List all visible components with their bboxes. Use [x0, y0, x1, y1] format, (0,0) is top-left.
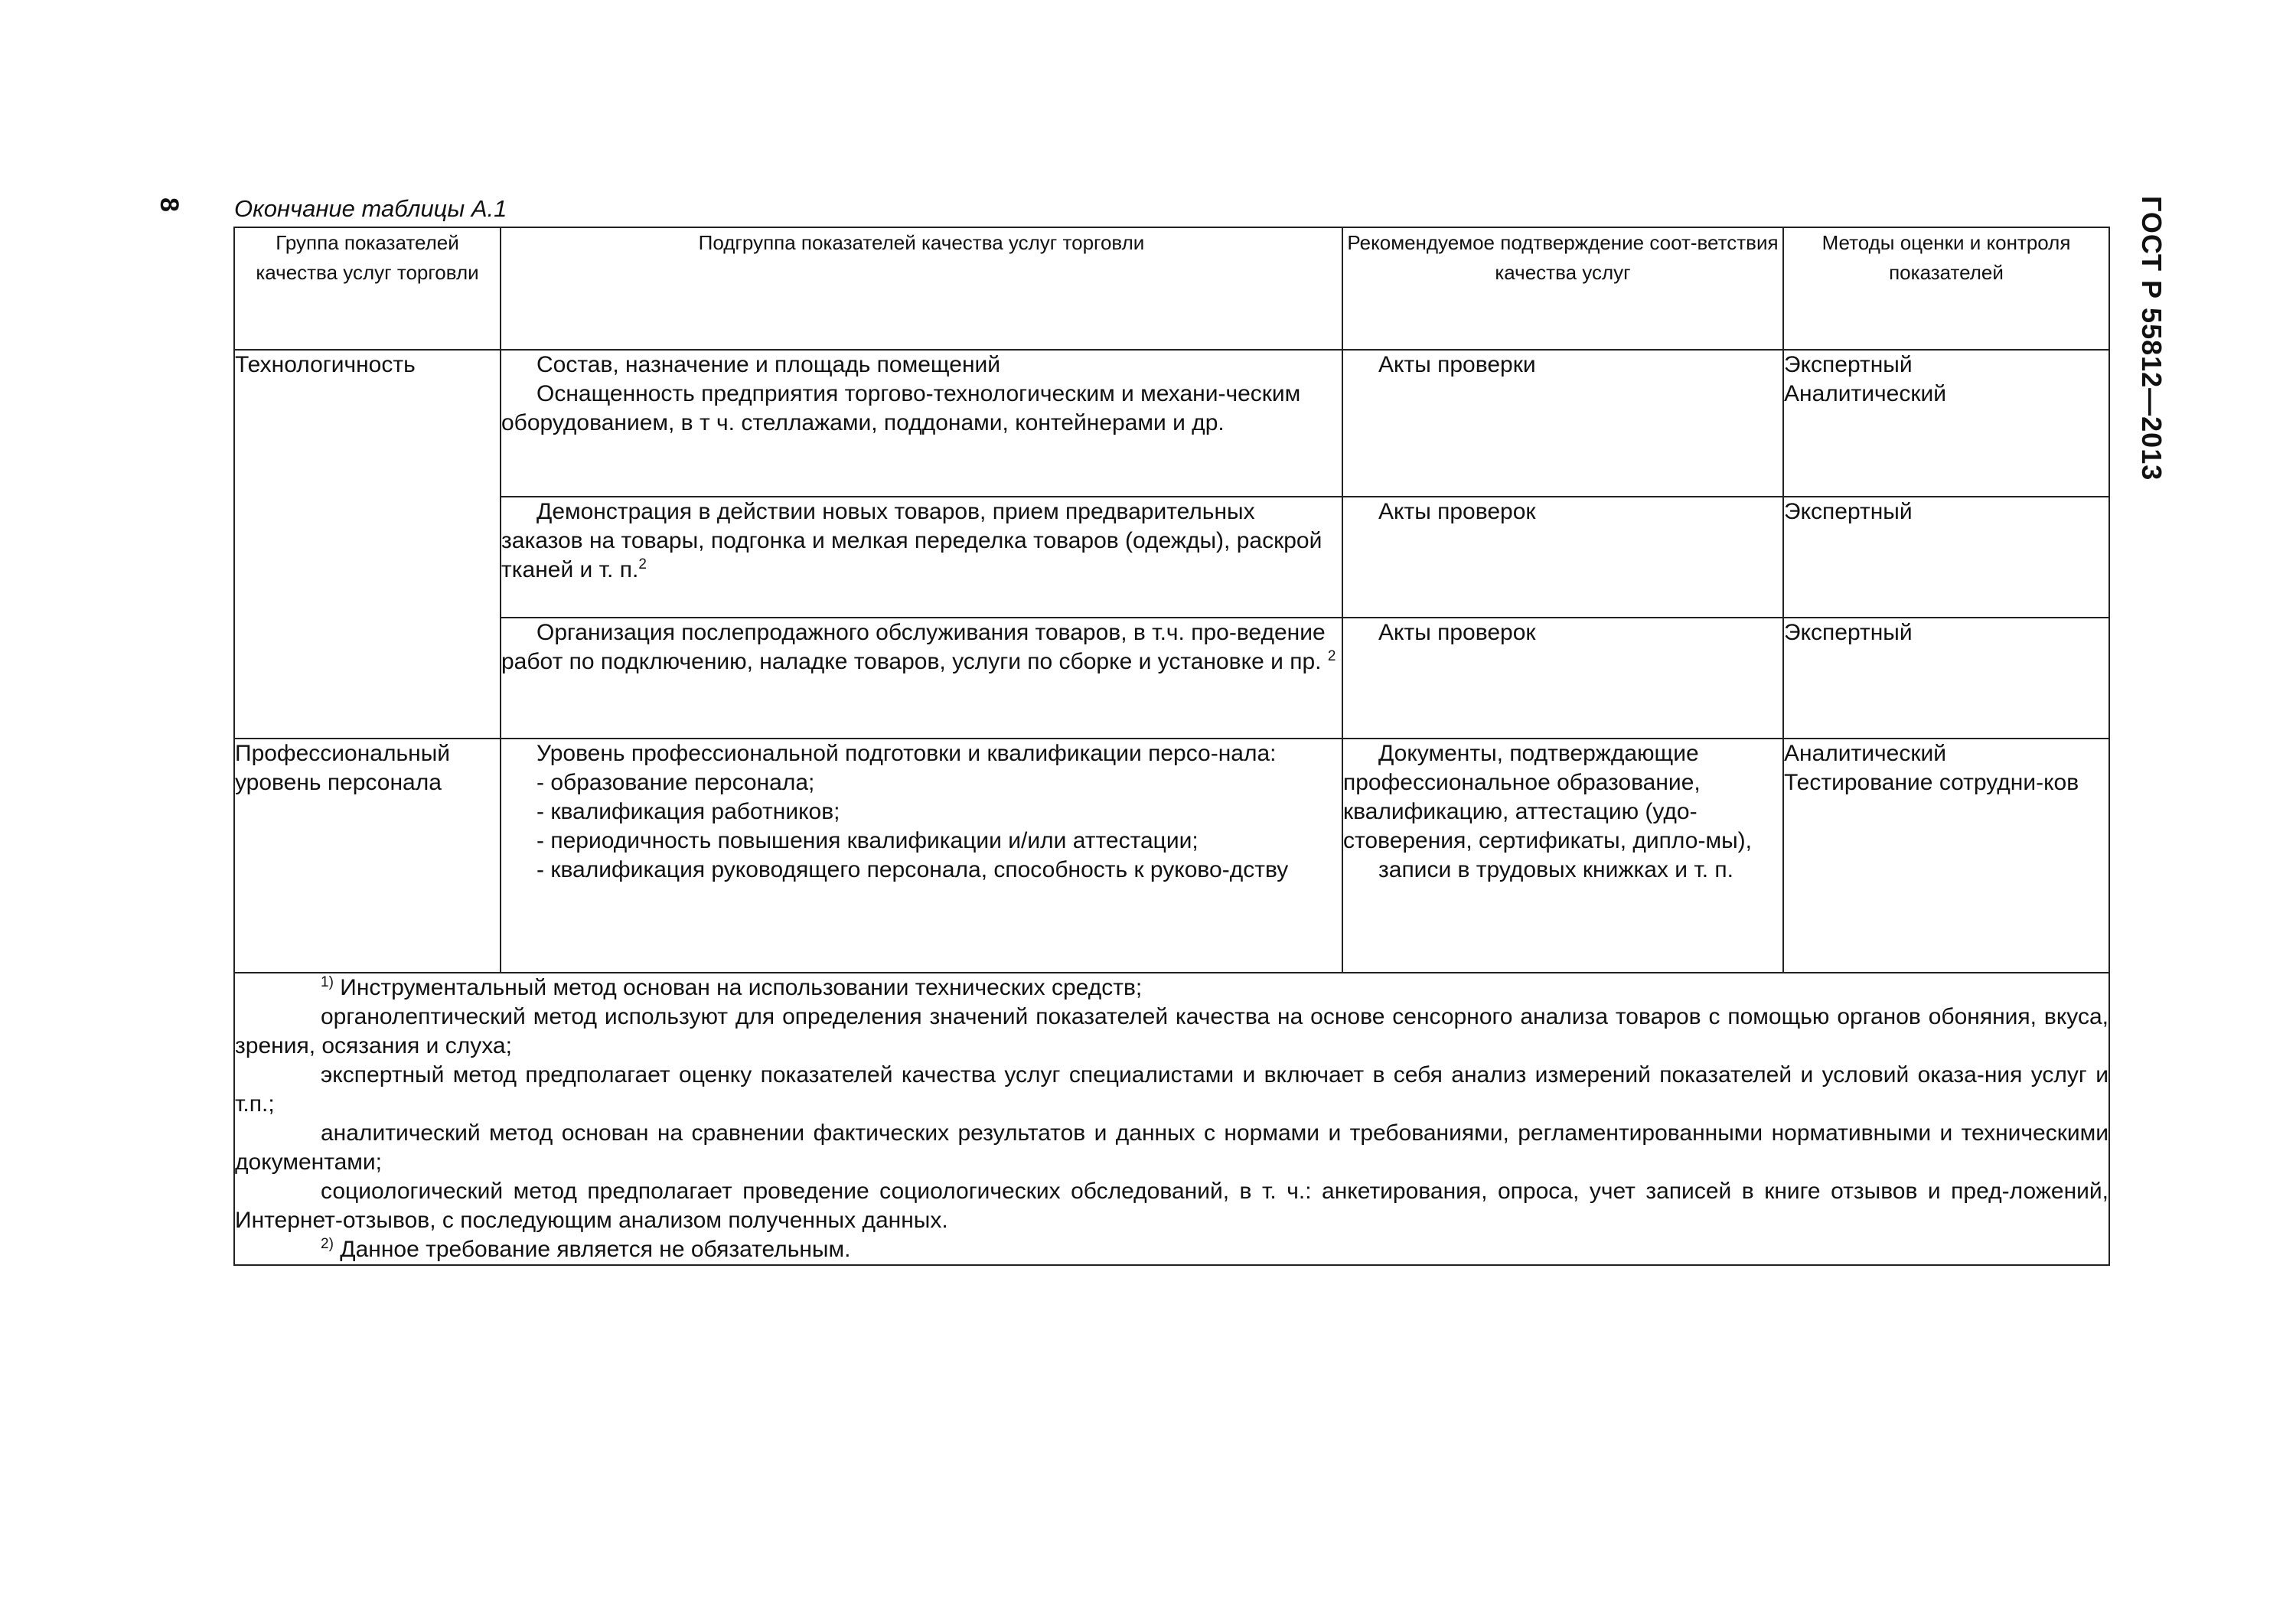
footnote-ref: 2 [1327, 648, 1336, 664]
confirmation-cell [1342, 497, 1783, 618]
footnotes-cell [234, 973, 2109, 1265]
table-row [234, 497, 2109, 618]
header-methods: Методы оценки и контроля показателей [1783, 227, 2109, 350]
subgroup-text: Демонстрация в действии новых товаров, прием предварительных заказов на товары, подгонка и мелкая переделка товаров (одежды), раскрой тканей и т. п.$^2$ [501, 499, 1322, 582]
confirmation-text: Акты проверок [1378, 620, 1536, 645]
methods-cell [1783, 739, 2109, 973]
confirmation-text: записи в трудовых книжках и т. п. [1378, 857, 1734, 882]
group-cell [234, 350, 501, 739]
list-item: - образование персонала; [536, 770, 815, 795]
method-text: Экспертный [1784, 352, 1913, 377]
header-group: Группа показателей качества услуг торговли [234, 227, 501, 350]
list-item: - квалификация работников; [536, 799, 840, 824]
confirmation-text: Акты проверки [1378, 352, 1536, 377]
subgroup-text: Организация послепродажного обслуживания товаров, в т.ч. про-ведение работ по подключению, наладке товаров, услуги по сборке и установке и пр. $^2$ [501, 620, 1336, 674]
subgroup-cell [501, 618, 1342, 739]
footnote: $^{2)}$ Данное требование является не обязательным. [321, 1236, 851, 1262]
subgroup-text: Оснащенность предприятия торгово-технологическим и механи-ческим оборудованием, в т ч. стеллажами, поддонами, контейнерами и др. [501, 381, 1301, 435]
table-row [234, 350, 2109, 497]
table-row [234, 618, 2109, 739]
confirmation-text: Документы, подтверждающие профессиональное образование, квалификацию, аттестацию (удо-стоверения, сертификаты, дипло-мы), [1343, 741, 1752, 853]
group-cell [234, 739, 501, 973]
subgroup-cell [501, 350, 1342, 497]
group-label: Технологичность [235, 352, 416, 377]
quality-indicators-table [233, 227, 2110, 1266]
footnote-mark: 1) [321, 974, 334, 990]
confirmation-cell [1342, 739, 1783, 973]
footnote: аналитический метод основан на сравнении фактических результатов и данных с нормами и требованиями, регламентированными нормативными и техническими документами; [235, 1120, 2108, 1175]
methods-cell [1783, 350, 2109, 497]
method-text: Экспертный [1784, 620, 1913, 645]
subgroup-text: Состав, назначение и площадь помещений [536, 352, 1001, 377]
footnote: органолептический метод используют для определения значений показателей качества на основе сенсорного анализа товаров с помощью органов обоняния, вкуса, зрения, осязания и слуха; [235, 1004, 2108, 1058]
footnote: $^{1)}$ Инструментальный метод основан на использовании технических средств; [321, 974, 1143, 1000]
footnotes-row [234, 973, 2109, 1265]
methods-cell [1783, 497, 2109, 618]
subgroup-cell [501, 497, 1342, 618]
subgroup-cell [501, 739, 1342, 973]
header-subgroup: Подгруппа показателей качества услуг торговли [501, 227, 1342, 350]
table-caption: Окончание таблицы А.1 [234, 195, 507, 222]
footnote: экспертный метод предполагает оценку показателей качества услуг специалистами и включает в себя анализ измерений показателей и условий оказа-ния услуг и т.п.; [235, 1062, 2108, 1117]
methods-cell [1783, 618, 2109, 739]
group-label: Профессиональный уровень персонала [235, 741, 451, 795]
method-text: Аналитический [1784, 381, 1946, 406]
document-designation: ГОСТ Р 55812—2013 [2136, 196, 2167, 481]
table-header-row [234, 227, 2109, 350]
method-text: Тестирование сотрудни-ков [1784, 770, 2079, 795]
confirmation-text: Акты проверок [1378, 499, 1536, 524]
footnote: социологический метод предполагает проведение социологических обследований, в т. ч.: анкетирования, опроса, учет записей в книге отзывов и пред-ложений, Интернет-отзывов, с последующим анализом полученных данных. [235, 1179, 2108, 1233]
confirmation-cell [1342, 618, 1783, 739]
method-text: Экспертный [1784, 499, 1913, 524]
subgroup-text: Уровень профессиональной подготовки и квалификации персо-нала: [536, 741, 1277, 766]
page-number: 8 [155, 197, 184, 212]
method-text: Аналитический [1784, 741, 1946, 766]
header-confirmation: Рекомендуемое подтверждение соот-ветствия качества услуг [1342, 227, 1783, 350]
confirmation-cell [1342, 350, 1783, 497]
footnote-ref: 2 [638, 556, 647, 572]
list-item: - периодичность повышения квалификации и/или аттестации; [536, 828, 1199, 853]
table-row [234, 739, 2109, 973]
list-item: - квалификация руководящего персонала, способность к руково-дству [536, 857, 1289, 882]
footnote-mark: 2) [321, 1236, 334, 1252]
